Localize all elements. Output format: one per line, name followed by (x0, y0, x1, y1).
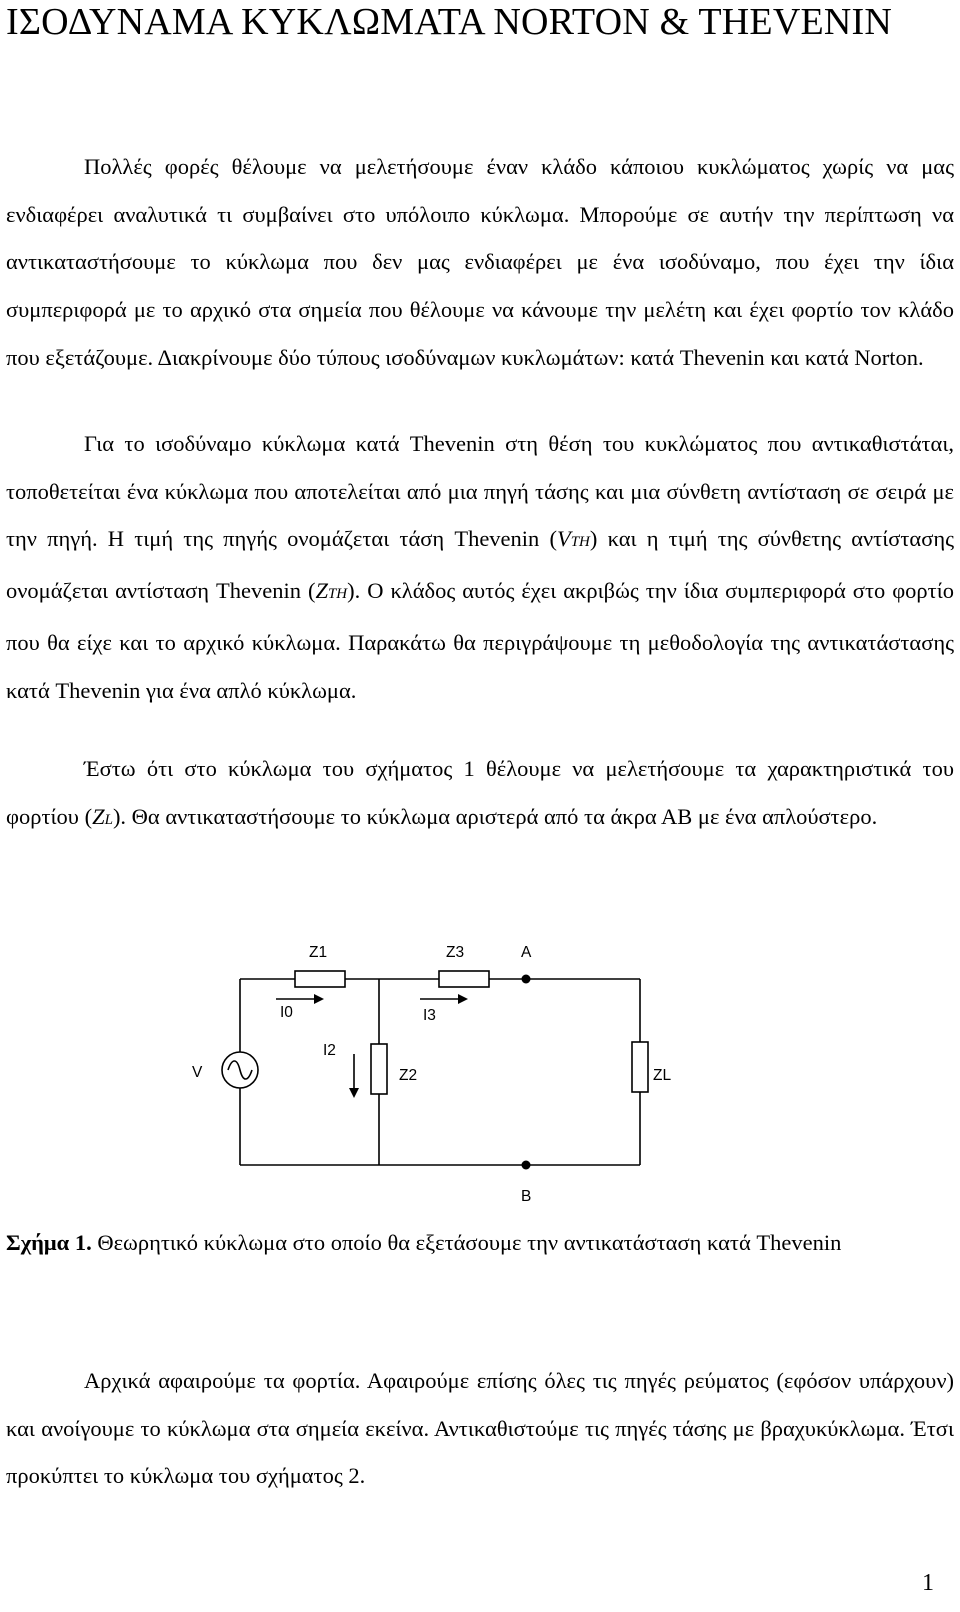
page-number: 1 (922, 1570, 934, 1596)
caption-text: Θεωρητικό κύκλωμα στο οποίο θα εξετάσουμε την αντικατάσταση κατά Thevenin (91, 1230, 842, 1255)
node-a (522, 975, 531, 984)
i2-label: I2 (323, 1042, 336, 1059)
node-b-label: B (521, 1188, 532, 1205)
zl-subscript: L (104, 811, 113, 828)
page-title: ΙΣΟΔΥΝΑΜΑ ΚΥΚΛΩΜΑΤΑ NORTON & THEVENIN (6, 1, 893, 43)
method-text: Αρχικά αφαιρούμε τα φορτία. Αφαιρούμε επίσης όλες τις πηγές ρεύματος (εφόσον υπάρχουν) και ανοίγουμε το κύκλωμα στα σημεία εκείνα. Αντικαθιστούμε τις πηγές τάσης με βραχυκύκλωμα. Έτσι προκύπτει το κύκλωμα του σχήματος 2. (6, 1368, 954, 1489)
thevenin-text-b: ) και η τιμή της σύνθετης αντίστασης ονομάζεται αντίσταση Thevenin ( (6, 526, 955, 604)
thevenin-text-a: Για το ισοδύναμο κύκλωμα κατά Thevenin στη θέση του κυκλώματος που αντικαθιστάται, τοποθετείται ένα κύκλωμα που αποτελείται από μια πηγή τάσης και μια σύνθετη αντίσταση σε σειρά με την πηγή. Η τιμή της πηγής ονομάζεται τάση Thevenin ( (6, 431, 954, 552)
z3-resistor (439, 971, 489, 987)
intro-paragraph (6, 143, 954, 382)
thevenin-paragraph (6, 420, 954, 714)
i0-arrowhead (314, 994, 324, 1004)
z1-resistor (295, 971, 345, 987)
vth-symbol: V (556, 526, 571, 552)
zth-subscript: TH (327, 586, 348, 603)
node-b (522, 1161, 531, 1170)
i2-arrowhead (349, 1088, 359, 1098)
z1-label: Z1 (309, 944, 328, 961)
zl-resistor (632, 1042, 648, 1092)
figure-caption (6, 1221, 954, 1265)
zl-symbol: Z (92, 803, 105, 829)
i3-arrowhead (458, 994, 468, 1004)
load-text-a: Έστω ότι στο κύκλωμα του σχήματος 1 θέλουμε να μελετήσουμε τα χαρακτηριστικά του φορτίου ( (6, 756, 954, 829)
i0-label: I0 (280, 1004, 293, 1021)
z2-label: Z2 (399, 1067, 418, 1084)
method-paragraph (6, 1357, 954, 1500)
z3-label: Z3 (446, 944, 465, 961)
i3-label: I3 (423, 1007, 436, 1024)
z2-resistor (371, 1044, 387, 1094)
intro-text: Πολλές φορές θέλουμε να μελετήσουμε έναν κλάδο κάποιου κυκλώματος χωρίς να μας ενδιαφέρει αναλυτικά τι συμβαίνει στο υπόλοιπο κύκλωμα. Μπορούμε σε αυτήν την περίπτωση να αντικαταστήσουμε το κύκλωμα που δεν μας ενδιαφέρει με ένα ισοδύναμο, που έχει την ίδια συμπεριφορά με το αρχικό στα σημεία που θέλουμε να κάνουμε την μελέτη και έχει φορτίο τον κλάδο που εξετάζουμε. Διακρίνουμε δύο τύπους ισοδύναμων κυκλωμάτων: κατά Thevenin και κατά Norton. (6, 154, 954, 370)
zth-symbol: Z (315, 578, 328, 604)
circuit-diagram (180, 928, 700, 1228)
v-label: V (192, 1064, 203, 1081)
caption-label: Σχήμα 1. (6, 1230, 92, 1255)
load-paragraph (6, 745, 954, 844)
vth-subscript: TH (570, 534, 590, 551)
zl-label: ZL (653, 1067, 672, 1084)
node-a-label: A (521, 944, 532, 961)
load-text-b: ). Θα αντικαταστήσουμε το κύκλωμα αριστερά από τα άκρα ΑΒ με ένα απλούστερο. (112, 803, 878, 829)
thevenin-text-c: ). Ο κλάδος αυτός έχει ακριβώς την ίδια συμπεριφορά στο φορτίο που θα είχε και το αρχικό κύκλωμα. Παρακάτω θα περιγράψουμε τη μεθοδολογία της αντικατάστασης κατά Thevenin για ένα απλό κύκλωμα. (6, 578, 955, 703)
